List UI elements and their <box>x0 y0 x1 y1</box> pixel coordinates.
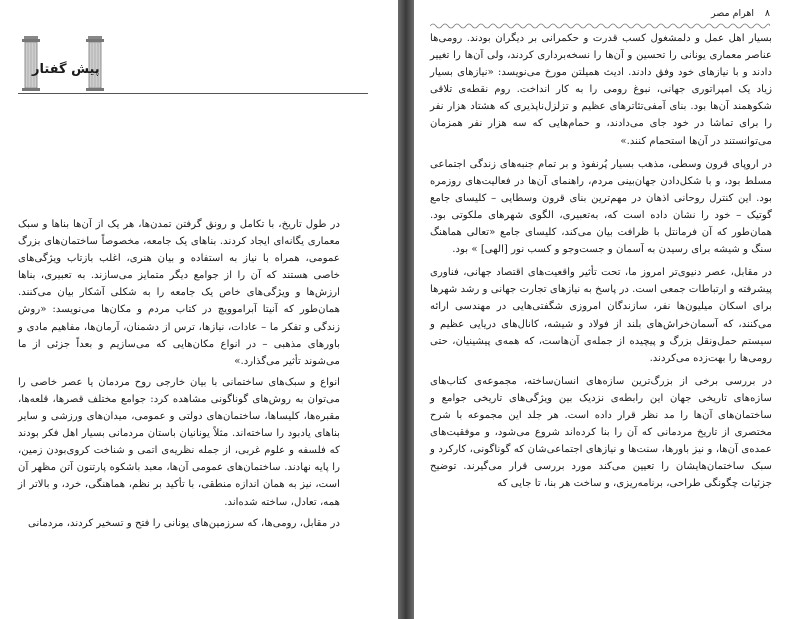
left-body-text <box>18 216 340 536</box>
paragraph: در بررسی برخی از بزرگ‌ترین سازه‌های انسان‌ساخته، مجموعه‌ی کتاب‌های سازه‌های تاریخی جهان این رابطه‌ی نزدیک بین ویژگی‌های تاریخی جوامع و ساختمان‌های آن‌ها را مد نظر قرار داده است. هر جلد این مجموعه با شرح مختصری از تاریخ مردمانی که آن را بنا کرده‌اند شروع می‌شود، و موفقیت‌های عمده‌ی آن‌ها، و نیز باورها، سنت‌ها و نیازهای اجتماعی‌شان که گوناگونی، کارکرد و سبک ساختمان‌هایشان را تعیین می‌کند مورد بررسی قرار می‌گیرند. توضیح جزئیات چگونگی طراحی، برنامه‌ریزی، و ساخت هر بنا، تا جایی که <box>430 375 772 490</box>
header-divider <box>18 93 368 94</box>
book-spine <box>398 0 414 619</box>
paragraph: بسیار اهل عمل و دلمشغول کسب قدرت و حکمرانی بر دیگران بودند. رومی‌ها عناصر معماری یونانی را تحسین و آن‌ها را نسخه‌برداری کردند، ولی آن‌ها را تغییر دادند و با نیازهای خود وفق دادند. ادیث همیلتن مورخ می‌نویسد: «نیازهای بسیار زیاد یک امپراتوری جهانی، نبوغ رومی را به کار انداخت. روم نقطه‌ی تلاقی شکوهمند آن‌ها بود. بنای آمفی‌تئاترهای عظیم و تزلزل‌ناپذیری که هشتاد هزار نفر را برای تماشا در خود جای می‌دادند، و حمام‌هایی که سه هزار نفر همزمان می‌توانستند در آن‌ها استحمام کنند.» <box>430 33 772 147</box>
chapter-title: پیش گفتار <box>32 62 100 77</box>
header-wave-divider <box>430 22 770 30</box>
right-page <box>414 0 810 619</box>
paragraph: در مقابل، رومی‌ها، که سرزمین‌های یونانی را فتح و تسخیر کردند، مردمانی <box>27 517 340 529</box>
paragraph: در اروپای قرون وسطی، مذهب بسیار پُرنفوذ و بر تمام جنبه‌های زندگی اجتماعی مسلط بود، و با شکل‌دادن جهان‌بینی مردم، راهنمای آن‌ها در فعالیت‌های روزمره بود. این کنترل روحانی اذهان در مهم‌ترین بنای قرون وسطایی – کلیسای جامع گوتیک – خود را نشان داده است که، به‌تعبیری، الگوی شهرهای ملکوتی بود. همان‌طور که آن فرمانتل با ظرافت بیان می‌کند، کلیسای جامع «تعالی هماهنگ سنگ و شیشه برای رسیدن به آسمان و جست‌وجو و کسب نور [الهی] » بود. <box>430 158 772 256</box>
paragraph: در مقابل، عصر دنیوی‌تر امروز ما، تحت تأثیر واقعیت‌های اقتصاد جهانی، فناوری پیشرفته و ارتباطات جمعی است. در پاسخ به نیازهای تجارت جهانی و رشد شهرها برای اسکان میلیون‌ها نفر، سازندگان امروزی شگفتی‌هایی در مهندسی ارائه می‌کنند، که آسمان‌خراش‌های بلند از فولاد و شیشه، کانال‌های دریایی عظیم و سیستم حمل‌ونقل بزرگ و پیچیده از جمله‌ی آن‌هاست، که همه‌ی پیشینیان، حتی رومی‌ها را بهت‌زده می‌کردند. <box>430 267 772 364</box>
running-header <box>430 8 770 22</box>
left-page <box>0 0 398 619</box>
running-title: اهرام مصر <box>710 8 754 19</box>
right-body-text <box>430 30 772 498</box>
page-number: ۸ <box>764 8 770 19</box>
paragraph: انواع و سبک‌های ساختمانی با بیان خارجی روح مردمان یا عصر خاصی را می‌توان به روش‌های گوناگونی مشاهده کرد: جوامع مختلف قصرها، قلعه‌ها، مقبره‌ها، کلیساها، ساختمان‌های دولتی و عمومی، میدان‌های ورزشی و سایر بناهای یادبود را ساخته‌اند. مثلاً یونانیان باستان مردمانی بسیار اهل فکر بودند که فلسفه و علوم غربی، از جمله نظریه‌ی اتمی و شناخت کروی‌بودن زمین، را پایه نهادند. ساختمان‌های عمومی آن‌ها، معبد باشکوه پارتنون آتن مظهر آن است، نیز به همان اندازه منطقی، با تأکید بر نظم، هماهنگی، خرد، و بالاتر از همه، تعادل، ساخته شده‌اند. <box>18 376 340 508</box>
paragraph: در طول تاریخ، با تکامل و رونق گرفتن تمدن‌ها، هر یک از آن‌ها بناها و سبک معماری یگانه‌ای ایجاد کردند. بناهای یک جامعه، مخصوصاً ساختمان‌های بزرگ عمومی، همراه با نیاز به استفاده و بیان هنری، اغلب بازتاب ویژگی‌های خاصی هستند که آن را از جوامع دیگر متمایز می‌سازند. به تعبیری، بناها ارزش‌ها و ویژگی‌های خاص یک جامعه را به شکلی آشکار بیان می‌کنند. همان‌طور که آنیتا آبراموویچ در کتاب مردم و مکان‌ها می‌نویسد: «روش زندگی و تفکر ما – عادات، نیازها، ترس از دشمنان، آرمان‌ها، مفاهیم مادی و باورهای مذهبی – در انواع مکان‌هایی که می‌سازیم و بعداً جزئی از ما می‌شوند تأثیر می‌گذارد.» <box>18 219 340 367</box>
